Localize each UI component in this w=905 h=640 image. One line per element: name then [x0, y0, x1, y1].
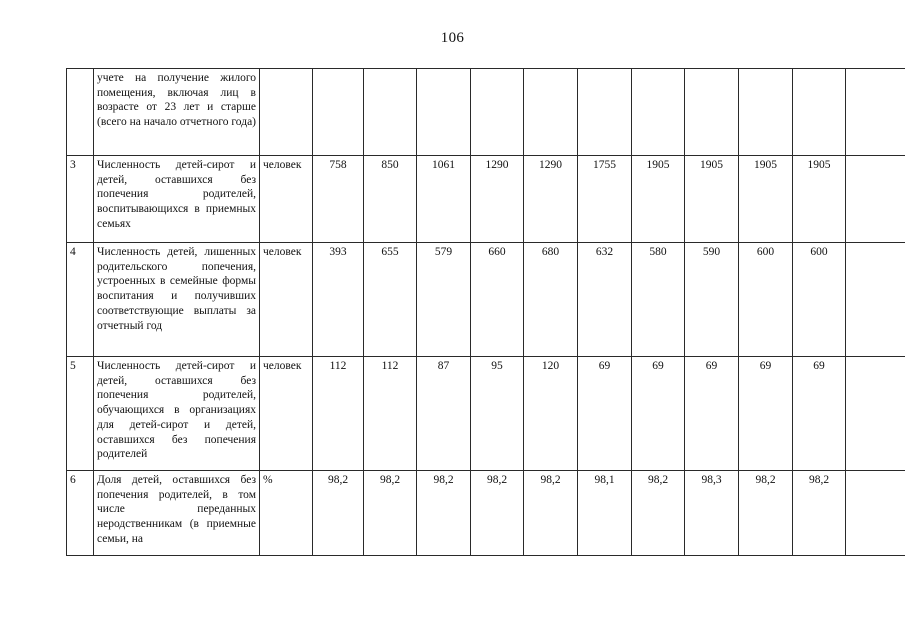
table-row: [67, 357, 905, 471]
value-cell: 98,2: [524, 471, 578, 556]
indicator-name-cell: Численность детей-сирот и детей, оставшихся без попечения родителей, обучающихся в организациях для детей-сирот и детей, оставшихся без попечения родителей: [94, 357, 260, 471]
value-cell: 850: [364, 156, 417, 243]
value-cell: [685, 69, 739, 156]
value-cell: 120: [524, 357, 578, 471]
value-cell: [364, 69, 417, 156]
value-cell: [739, 69, 793, 156]
unit-cell: [260, 69, 313, 156]
unit-cell: человек: [260, 156, 313, 243]
value-cell: 660: [471, 243, 524, 357]
value-cell: 69: [632, 357, 685, 471]
value-cell: 69: [578, 357, 632, 471]
value-cell: 758: [313, 156, 364, 243]
empty-cell: [846, 357, 905, 471]
value-cell: 1290: [524, 156, 578, 243]
value-cell: 1755: [578, 156, 632, 243]
page-number: 106: [440, 30, 465, 46]
value-cell: 680: [524, 243, 578, 357]
value-cell: 69: [685, 357, 739, 471]
empty-cell: [846, 471, 905, 556]
value-cell: 98,2: [793, 471, 846, 556]
value-cell: 590: [685, 243, 739, 357]
indicator-name-cell: Численность детей, лишенных родительского попечения, устроенных в семейные формы воспитания и получивших соответствующие выплаты за отчетный год: [94, 243, 260, 357]
value-cell: 112: [313, 357, 364, 471]
value-cell: 393: [313, 243, 364, 357]
table-body: [67, 69, 905, 556]
value-cell: [313, 69, 364, 156]
value-cell: 1905: [685, 156, 739, 243]
unit-cell: человек: [260, 243, 313, 357]
value-cell: 98,2: [739, 471, 793, 556]
value-cell: [793, 69, 846, 156]
value-cell: 98,2: [417, 471, 471, 556]
value-cell: 1905: [793, 156, 846, 243]
table-row: [67, 243, 905, 357]
value-cell: [417, 69, 471, 156]
value-cell: 1061: [417, 156, 471, 243]
value-cell: 600: [739, 243, 793, 357]
value-cell: 95: [471, 357, 524, 471]
value-cell: 655: [364, 243, 417, 357]
row-number-cell: 4: [67, 243, 94, 357]
value-cell: 1290: [471, 156, 524, 243]
value-cell: 98,2: [364, 471, 417, 556]
value-cell: 112: [364, 357, 417, 471]
value-cell: 87: [417, 357, 471, 471]
value-cell: [471, 69, 524, 156]
value-cell: 580: [632, 243, 685, 357]
value-cell: 98,2: [632, 471, 685, 556]
value-cell: 98,2: [471, 471, 524, 556]
indicator-table: [66, 68, 905, 556]
value-cell: [578, 69, 632, 156]
value-cell: 98,1: [578, 471, 632, 556]
indicator-name-cell: учете на получение жилого помещения, включая лиц в возрасте от 23 лет и старше (всего на начало отчетного года): [94, 69, 260, 156]
value-cell: [524, 69, 578, 156]
value-cell: 69: [793, 357, 846, 471]
value-cell: [632, 69, 685, 156]
value-cell: 69: [739, 357, 793, 471]
value-cell: 98,3: [685, 471, 739, 556]
value-cell: 1905: [739, 156, 793, 243]
unit-cell: %: [260, 471, 313, 556]
indicator-name-cell: Доля детей, оставшихся без попечения родителей, в том числе переданных неродственникам (в приемные семьи, на: [94, 471, 260, 556]
value-cell: 579: [417, 243, 471, 357]
value-cell: 600: [793, 243, 846, 357]
value-cell: 632: [578, 243, 632, 357]
empty-cell: [846, 69, 905, 156]
table-row: [67, 156, 905, 243]
table-row: [67, 471, 905, 556]
indicator-name-cell: Численность детей-сирот и детей, оставшихся без попечения родителей, воспитывающихся в приемных семьях: [94, 156, 260, 243]
unit-cell: человек: [260, 357, 313, 471]
table-row: [67, 69, 905, 156]
empty-cell: [846, 156, 905, 243]
row-number-cell: 6: [67, 471, 94, 556]
value-cell: 1905: [632, 156, 685, 243]
row-number-cell: 3: [67, 156, 94, 243]
value-cell: 98,2: [313, 471, 364, 556]
row-number-cell: [67, 69, 94, 156]
row-number-cell: 5: [67, 357, 94, 471]
empty-cell: [846, 243, 905, 357]
